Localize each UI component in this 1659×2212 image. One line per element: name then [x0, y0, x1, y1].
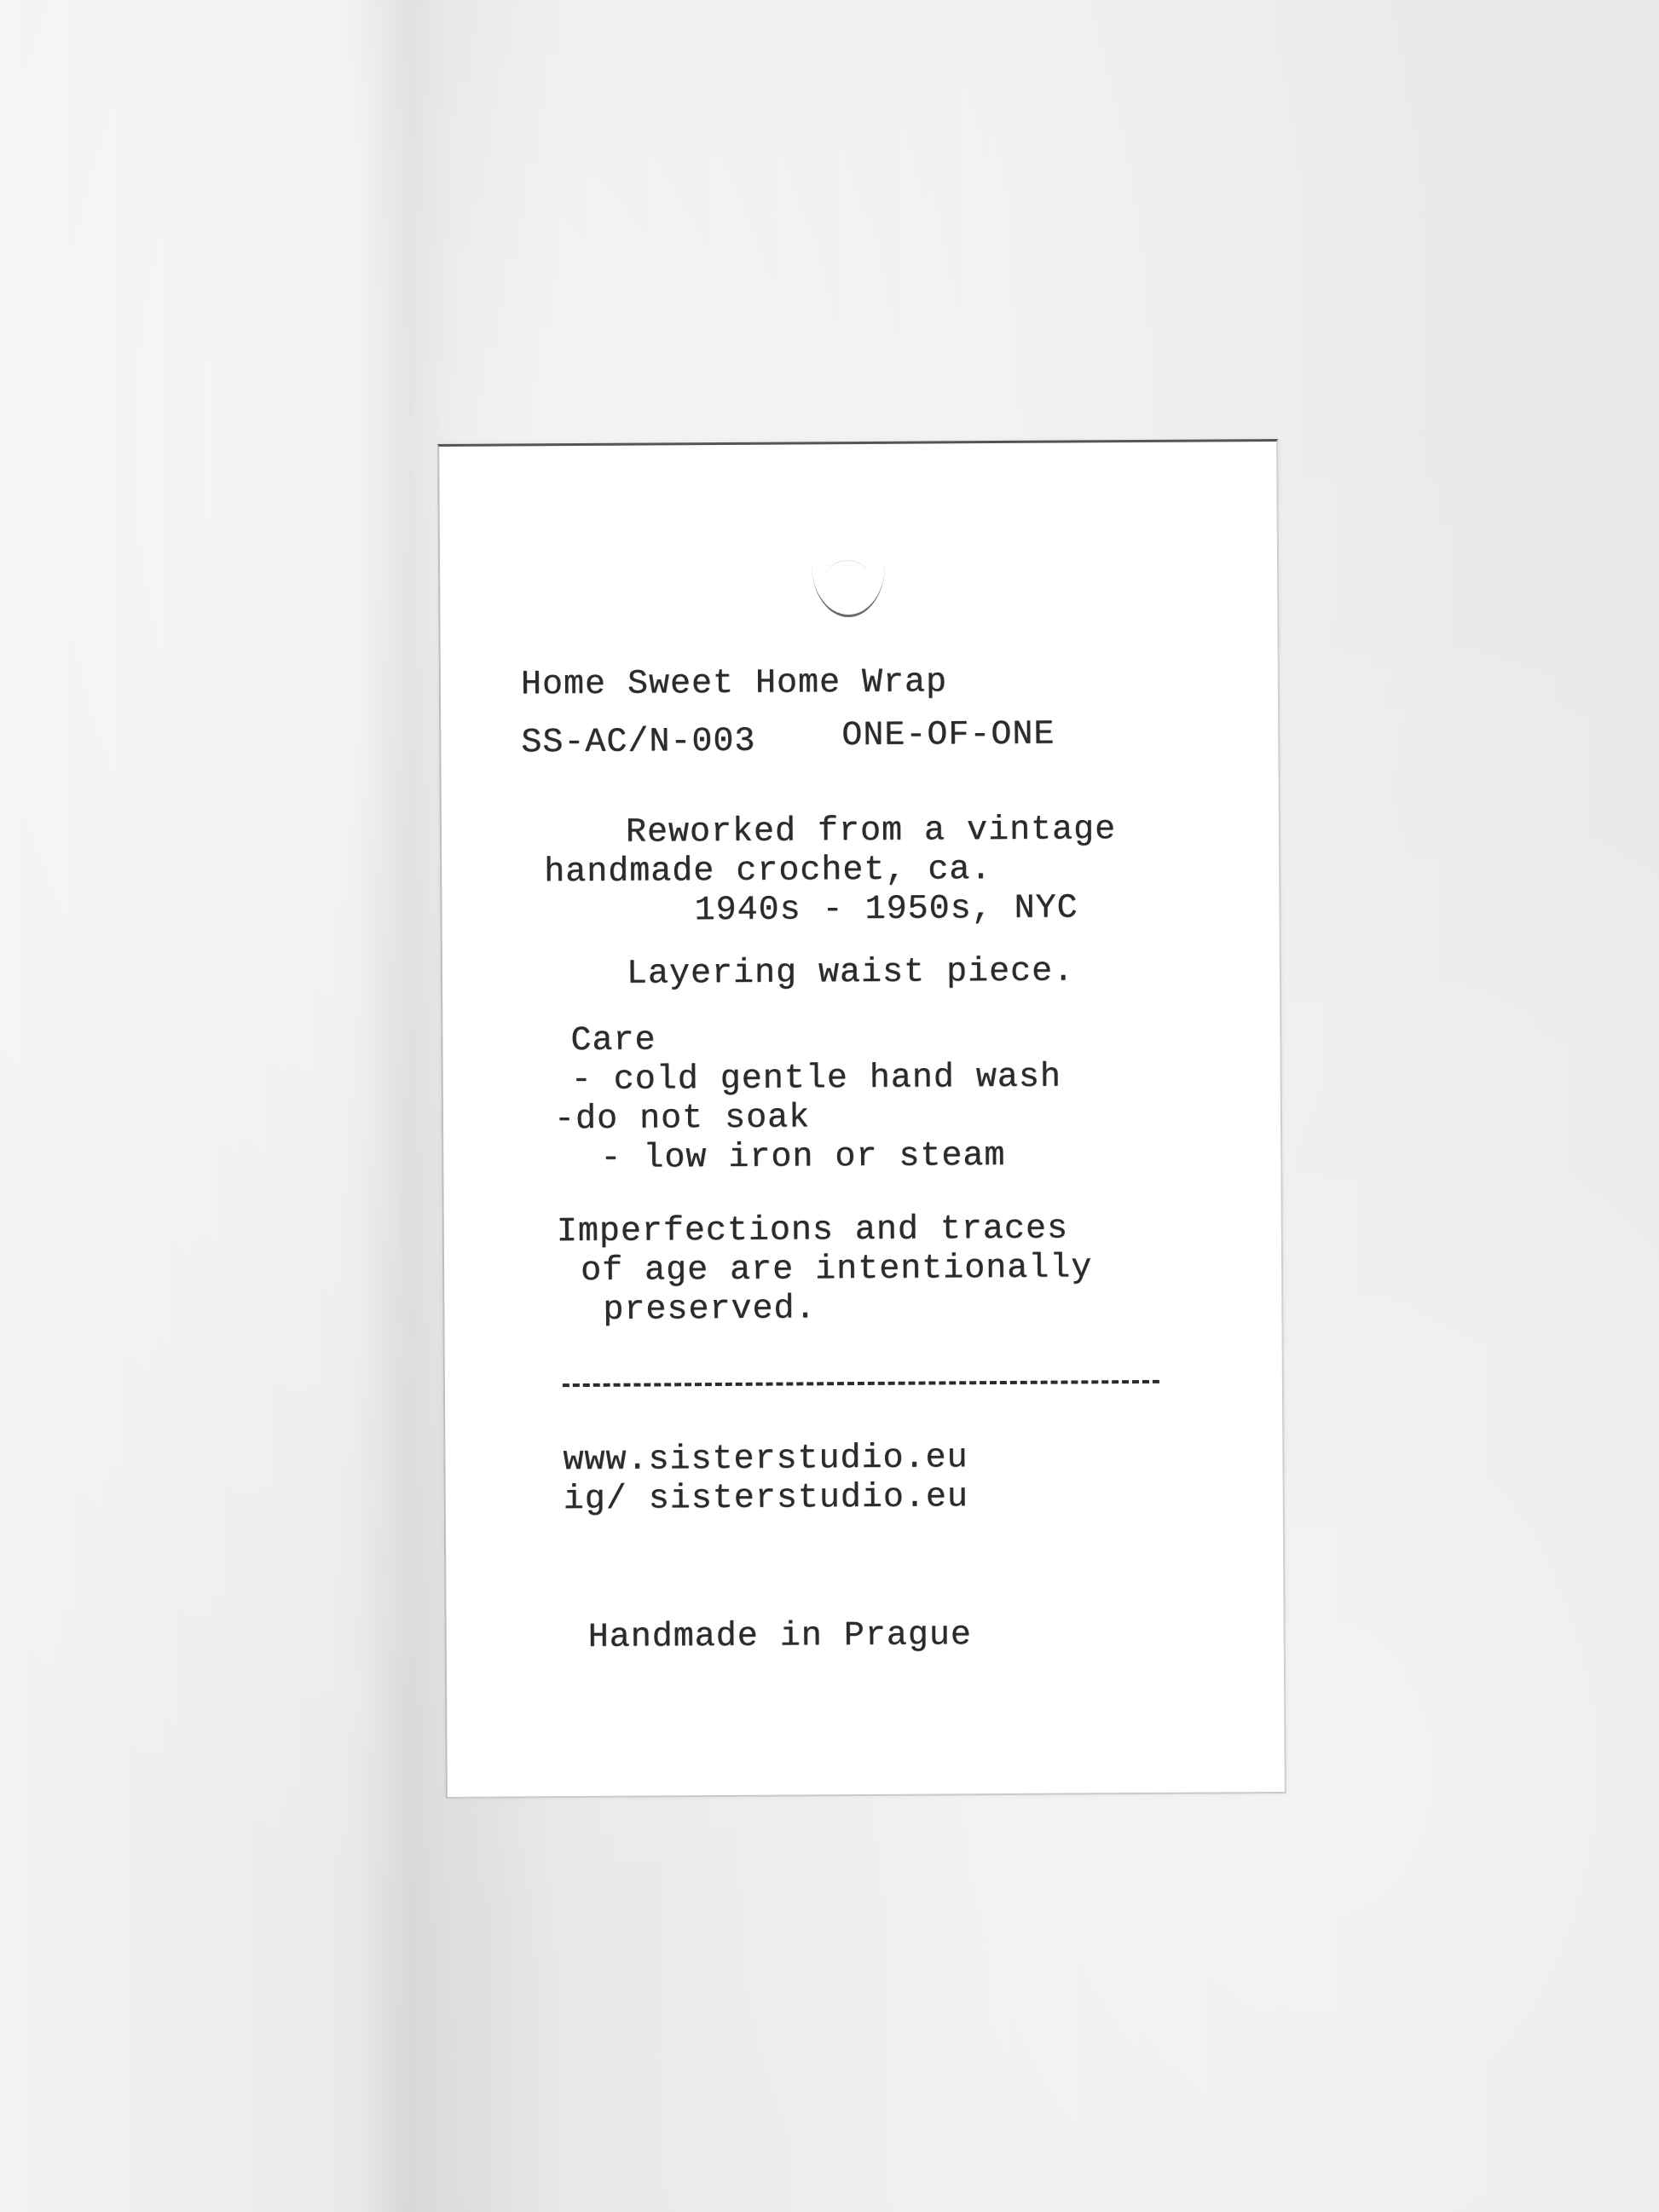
product-title: Home Sweet Home Wrap [520, 663, 948, 705]
description-line-1: Reworked from a vintage [625, 811, 1117, 852]
website-link: www.sisterstudio.eu [563, 1439, 968, 1481]
imperfections-line-1: Imperfections and traces [556, 1210, 1069, 1252]
description-line-3: 1940s - 1950s, NYC [694, 889, 1078, 931]
imperfections-line-2: of age are intentionally [580, 1249, 1093, 1291]
use-note: Layering waist piece. [626, 952, 1075, 994]
description-line-2: handmade crochet, ca. [544, 851, 992, 892]
edition-label: ONE-OF-ONE [841, 715, 1055, 756]
instagram-handle: ig/ sisterstudio.eu [563, 1478, 968, 1520]
punch-hole [812, 565, 885, 618]
care-heading: Care [570, 1021, 656, 1061]
origin-label: Handmade in Prague [587, 1616, 972, 1657]
product-sku: SS-AC/N-003 [521, 722, 756, 763]
care-item-1: - cold gentle hand wash [570, 1058, 1061, 1100]
care-item-2: -do not soak [553, 1099, 811, 1140]
hang-tag-card [437, 439, 1286, 1799]
dashed-divider [563, 1380, 1159, 1387]
care-item-3: - low iron or steam [600, 1136, 1006, 1178]
imperfections-line-3: preserved. [603, 1290, 817, 1330]
